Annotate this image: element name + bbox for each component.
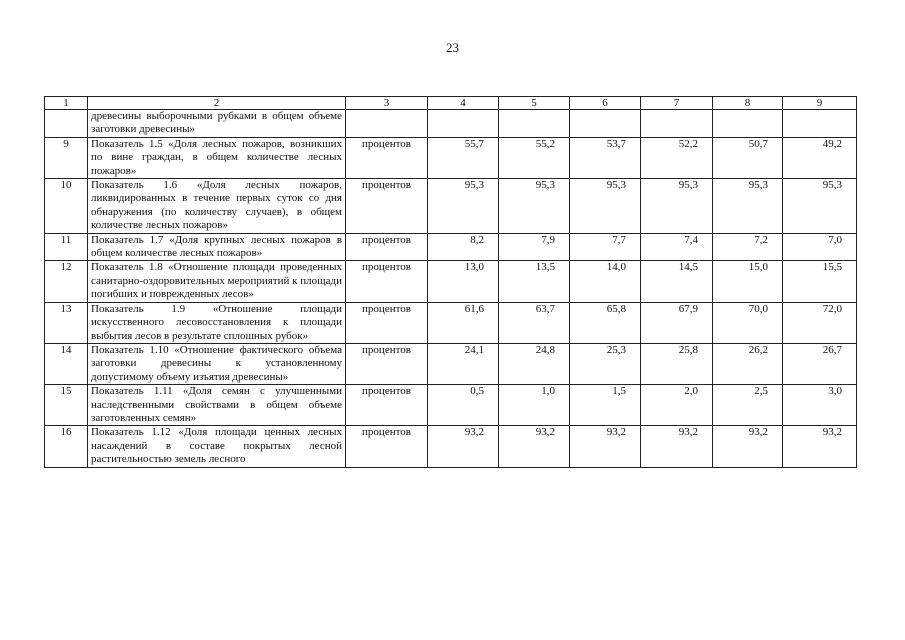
table-row bbox=[45, 302, 857, 343]
indicator-name: Показатель 1.7 «Доля крупных лесных пожаров в общем количестве лесных пожаров» bbox=[88, 233, 346, 261]
header-cell: 6 bbox=[570, 97, 641, 110]
value-cell: 93,2 bbox=[499, 426, 570, 467]
row-number: 13 bbox=[45, 302, 88, 343]
header-cell: 2 bbox=[88, 97, 346, 110]
table-row bbox=[45, 261, 857, 302]
value-cell: 7,2 bbox=[713, 233, 783, 261]
value-cell: 7,0 bbox=[783, 233, 857, 261]
value-cell: 0,5 bbox=[428, 385, 499, 426]
value-cell: 55,7 bbox=[428, 137, 499, 178]
value-cell: 24,8 bbox=[499, 343, 570, 384]
value-cell: 7,7 bbox=[570, 233, 641, 261]
indicator-name: Показатель 1.11 «Доля семян с улучшенными наследственными свойствами в общем объеме заготовленных семян» bbox=[88, 385, 346, 426]
indicators-table bbox=[44, 96, 857, 468]
value-cell bbox=[713, 110, 783, 138]
indicator-name: Показатель 1.5 «Доля лесных пожаров, возникших по вине граждан, в общем количестве лесных пожаров» bbox=[88, 137, 346, 178]
header-cell: 7 bbox=[641, 97, 713, 110]
unit-cell: процентов bbox=[346, 179, 428, 234]
unit-cell: процентов bbox=[346, 343, 428, 384]
row-number: 10 bbox=[45, 179, 88, 234]
header-cell: 5 bbox=[499, 97, 570, 110]
header-cell: 8 bbox=[713, 97, 783, 110]
row-number: 9 bbox=[45, 137, 88, 178]
indicator-name: Показатель 1.8 «Отношение площади проведенных санитарно-оздоровительных мероприятий к площади погибших и поврежденных лесов» bbox=[88, 261, 346, 302]
unit-cell bbox=[346, 110, 428, 138]
unit-cell: процентов bbox=[346, 261, 428, 302]
value-cell: 63,7 bbox=[499, 302, 570, 343]
row-number: 14 bbox=[45, 343, 88, 384]
page-number: 23 bbox=[446, 40, 459, 55]
unit-cell: процентов bbox=[346, 137, 428, 178]
row-number bbox=[45, 110, 88, 138]
row-number: 11 bbox=[45, 233, 88, 261]
table-row bbox=[45, 110, 857, 138]
value-cell: 15,5 bbox=[783, 261, 857, 302]
row-number: 15 bbox=[45, 385, 88, 426]
value-cell: 52,2 bbox=[641, 137, 713, 178]
unit-cell: процентов bbox=[346, 302, 428, 343]
table-row bbox=[45, 179, 857, 234]
value-cell: 2,0 bbox=[641, 385, 713, 426]
row-number: 16 bbox=[45, 426, 88, 467]
value-cell: 55,2 bbox=[499, 137, 570, 178]
indicator-name: древесины выборочными рубками в общем объеме заготовки древесины» bbox=[88, 110, 346, 138]
header-cell: 1 bbox=[45, 97, 88, 110]
value-cell: 3,0 bbox=[783, 385, 857, 426]
value-cell: 95,3 bbox=[428, 179, 499, 234]
value-cell: 26,2 bbox=[713, 343, 783, 384]
value-cell: 95,3 bbox=[499, 179, 570, 234]
value-cell: 70,0 bbox=[713, 302, 783, 343]
table-header-row bbox=[45, 97, 857, 110]
header-cell: 4 bbox=[428, 97, 499, 110]
table-row bbox=[45, 385, 857, 426]
value-cell: 93,2 bbox=[783, 426, 857, 467]
value-cell: 15,0 bbox=[713, 261, 783, 302]
value-cell: 13,5 bbox=[499, 261, 570, 302]
indicator-name: Показатель 1.10 «Отношение фактического объема заготовки древесины к установленному допустимому объему изъятия древесины» bbox=[88, 343, 346, 384]
value-cell: 93,2 bbox=[570, 426, 641, 467]
table-row bbox=[45, 233, 857, 261]
table-row bbox=[45, 343, 857, 384]
header-cell: 3 bbox=[346, 97, 428, 110]
value-cell: 13,0 bbox=[428, 261, 499, 302]
value-cell bbox=[783, 110, 857, 138]
value-cell bbox=[570, 110, 641, 138]
value-cell: 1,0 bbox=[499, 385, 570, 426]
value-cell: 93,2 bbox=[428, 426, 499, 467]
table-row bbox=[45, 426, 857, 467]
indicator-name: Показатель 1.6 «Доля лесных пожаров, ликвидированных в течение первых суток со дня обнаружения (по количеству случаев), в общем количестве лесных пожаров» bbox=[88, 179, 346, 234]
value-cell: 24,1 bbox=[428, 343, 499, 384]
table-body bbox=[45, 97, 857, 468]
value-cell: 61,6 bbox=[428, 302, 499, 343]
unit-cell: процентов bbox=[346, 385, 428, 426]
value-cell: 14,5 bbox=[641, 261, 713, 302]
header-cell: 9 bbox=[783, 97, 857, 110]
value-cell: 95,3 bbox=[641, 179, 713, 234]
value-cell: 49,2 bbox=[783, 137, 857, 178]
value-cell: 93,2 bbox=[641, 426, 713, 467]
value-cell bbox=[641, 110, 713, 138]
value-cell: 26,7 bbox=[783, 343, 857, 384]
value-cell: 53,7 bbox=[570, 137, 641, 178]
value-cell: 25,3 bbox=[570, 343, 641, 384]
row-number: 12 bbox=[45, 261, 88, 302]
value-cell: 65,8 bbox=[570, 302, 641, 343]
value-cell: 72,0 bbox=[783, 302, 857, 343]
value-cell bbox=[428, 110, 499, 138]
value-cell: 2,5 bbox=[713, 385, 783, 426]
value-cell: 95,3 bbox=[783, 179, 857, 234]
value-cell: 95,3 bbox=[570, 179, 641, 234]
value-cell: 95,3 bbox=[713, 179, 783, 234]
unit-cell: процентов bbox=[346, 426, 428, 467]
indicator-name: Показатель 1.12 «Доля площади ценных лесных насаждений в составе покрытых лесной растительностью земель лесного bbox=[88, 426, 346, 467]
unit-cell: процентов bbox=[346, 233, 428, 261]
value-cell: 93,2 bbox=[713, 426, 783, 467]
indicator-name: Показатель 1.9 «Отношение площади искусственного лесовосстановления к площади выбытия лесов в результате сплошных рубок» bbox=[88, 302, 346, 343]
table-row bbox=[45, 137, 857, 178]
value-cell: 50,7 bbox=[713, 137, 783, 178]
value-cell: 7,4 bbox=[641, 233, 713, 261]
value-cell: 1,5 bbox=[570, 385, 641, 426]
value-cell bbox=[499, 110, 570, 138]
value-cell: 14,0 bbox=[570, 261, 641, 302]
value-cell: 67,9 bbox=[641, 302, 713, 343]
value-cell: 8,2 bbox=[428, 233, 499, 261]
value-cell: 7,9 bbox=[499, 233, 570, 261]
value-cell: 25,8 bbox=[641, 343, 713, 384]
